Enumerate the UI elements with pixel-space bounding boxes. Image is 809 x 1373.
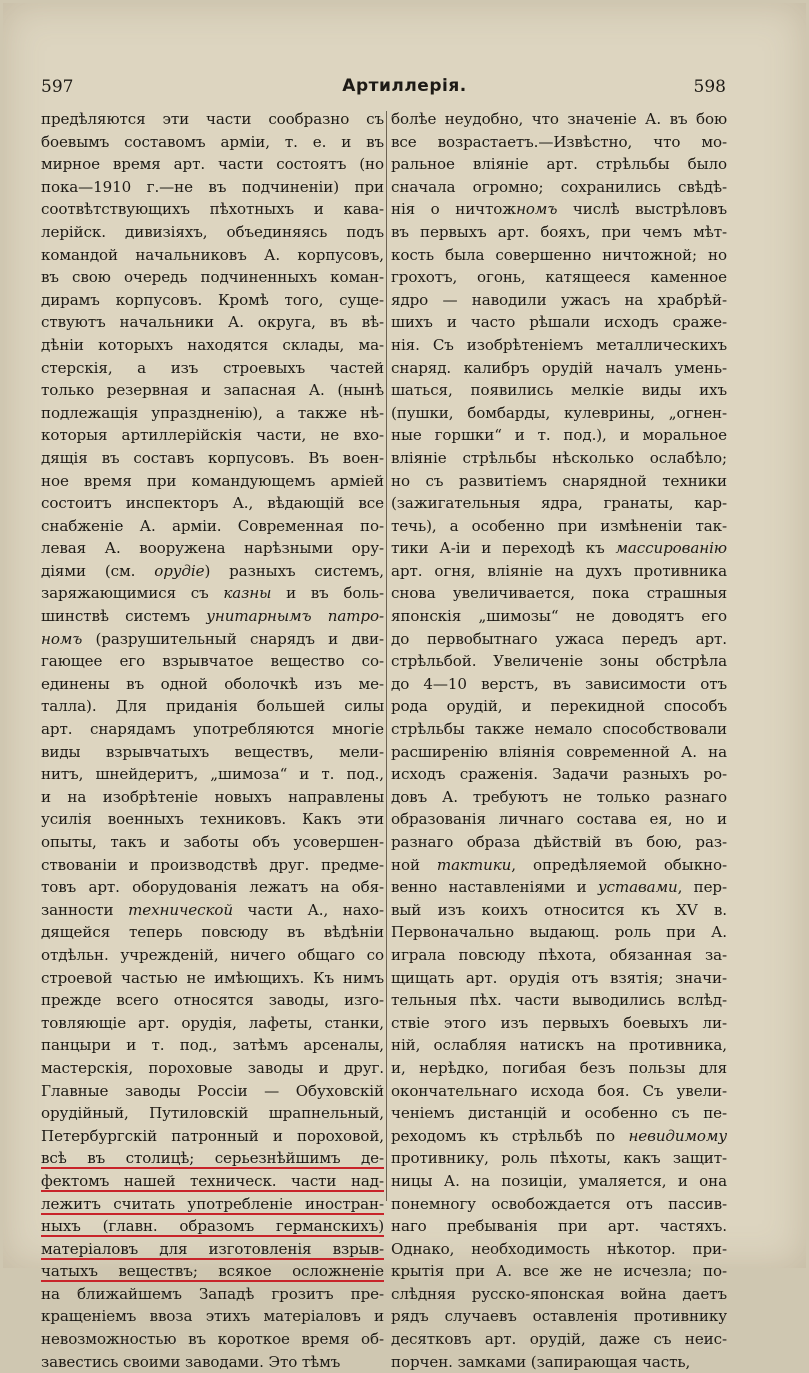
text-line: подлежащія упраздненію), а также нѣ- (41, 403, 384, 422)
column-divider (386, 111, 387, 1201)
text-line: Однако, необходимость нѣкотор. при- (391, 1239, 727, 1258)
text-line: стерскія, а изъ строевыхъ частей (41, 358, 384, 377)
text-line: шинствѣ системъ унитарнымъ патро- (41, 607, 384, 626)
text-line: Петербургскій патронный и пороховой, (41, 1126, 384, 1145)
text-line: тельныя пѣх. части выводились вслѣд- (391, 991, 727, 1010)
text-line: шаться, появились мелкіе виды ихъ (391, 381, 727, 400)
text-line: исходъ сраженія. Задачи разныхъ ро- (391, 765, 727, 784)
text-line: болѣе неудобно, что значеніе А. въ бою (391, 110, 727, 128)
text-line: венно наставленіями и уставами, пер- (391, 878, 727, 897)
text-line: порчен. замками (запирающая часть, (391, 1352, 691, 1371)
text-line: нія. Съ изобрѣтеніемъ металлическихъ (391, 335, 727, 354)
text-line: слѣдняя русско-японская война даетъ (391, 1284, 727, 1303)
text-line: лерійск. дивизіяхъ, объединяясь подъ (41, 222, 384, 241)
text-line: командой начальниковъ А. корпусовъ, (41, 245, 384, 264)
text-line: ной тактики, опредѣляемой обыкно- (391, 855, 727, 874)
text-line: играла повсюду пѣхота, обязанная за- (391, 945, 727, 964)
text-line: стрѣльбы также немало способствовали (391, 720, 727, 739)
text-line: которыя артиллерійскія части, не вхо- (41, 426, 384, 445)
text-line: орудійный, Путиловскій шрапнельный, (41, 1104, 384, 1123)
text-line: и, нерѣдко, погибая безъ пользы для (391, 1058, 727, 1077)
text-line: понемногу освобождается отъ пассив- (391, 1194, 727, 1213)
text-line: дѣніи которыхъ находятся склады, ма- (41, 335, 384, 354)
text-line: ствованіи и производствѣ друг. предме- (41, 855, 384, 874)
text-line: вліяніе стрѣльбы нѣсколько ослабѣло; (391, 448, 727, 467)
text-line: усилія военныхъ техниковъ. Какъ эти (41, 810, 384, 829)
text-line: ныхъ (главн. образомъ германскихъ) (41, 1217, 384, 1236)
text-line: арт. снарядамъ употребляются многіе (41, 720, 384, 739)
text-line: мирное время арт. части состоятъ (но (41, 155, 384, 174)
text-line: вый изъ коихъ относится къ XV в. (391, 900, 727, 919)
text-line: левая А. вооружена нарѣзными ору- (41, 539, 384, 558)
text-line: снабженіе А. арміи. Современная по- (41, 516, 384, 535)
text-line: снаряд. калибръ орудій началъ умень- (391, 358, 727, 377)
text-line: пока—1910 г.—не въ подчиненіи) при (41, 177, 384, 196)
text-line: щищать арт. орудія отъ взятія; значи- (391, 968, 727, 987)
text-line: рода орудій, и перекидной способъ (391, 697, 727, 716)
text-line: стрѣльбой. Увеличеніе зоны обстрѣла (391, 652, 727, 671)
text-line: дирамъ корпусовъ. Кромѣ того, суще- (41, 290, 384, 309)
text-line: Первоначально выдающ. роль при А. (391, 923, 727, 942)
text-line: десятковъ арт. орудій, даже съ неис- (391, 1330, 727, 1349)
text-line: наго пребыванія при арт. частяхъ. (391, 1217, 727, 1236)
text-line: противнику, роль пѣхоты, какъ защит- (391, 1149, 727, 1168)
text-line: ядро — наводили ужасъ на храбрѣй- (391, 290, 727, 309)
text-line: номъ (разрушительный снарядъ и дви- (41, 629, 384, 648)
text-line: гающее его взрывчатое вещество со- (41, 652, 384, 671)
text-line: завестись своими заводами. Это тѣмъ (41, 1352, 341, 1371)
text-line: ральное вліяніе арт. стрѣльбы было (391, 155, 727, 174)
text-line: виды взрывчатыхъ веществъ, мели- (41, 742, 384, 761)
text-line: ченіемъ дистанцій и особенно съ пе- (391, 1104, 727, 1123)
text-line: ницы А. на позиціи, умаляется, и она (391, 1171, 727, 1190)
text-line: образованія личнаго состава ея, но и (391, 810, 727, 829)
text-line: крытія при А. все же не исчезла; по- (391, 1262, 727, 1281)
text-line: въ свою очередь подчиненныхъ коман- (41, 268, 384, 287)
text-line: строевой частью не имѣющихъ. Къ нимъ (41, 968, 384, 987)
page-number-left: 597 (41, 77, 74, 97)
text-line: занности технической части А., нахо- (41, 900, 384, 919)
text-line: товъ арт. оборудованія лежатъ на обя- (41, 878, 384, 897)
text-line: единены въ одной оболочкѣ изъ ме- (41, 674, 384, 693)
text-line: дящія въ составъ корпусовъ. Въ воен- (41, 448, 384, 467)
text-line: реходомъ къ стрѣльбѣ по невидимому (391, 1126, 727, 1145)
text-line: течь), а особенно при измѣненіи так- (391, 516, 727, 535)
text-line: тики А-іи и переходѣ къ массированію (391, 539, 727, 558)
text-line: матеріаловъ для изготовленія взрыв- (41, 1239, 384, 1258)
page-number-right: 598 (693, 77, 726, 97)
text-line: панцыри и т. под., затѣмъ арсеналы, (41, 1036, 384, 1055)
text-line: кращеніемъ ввоза этихъ матеріаловъ и (41, 1307, 384, 1326)
text-line: Главные заводы Россіи — Обуховскій (41, 1081, 384, 1100)
text-line: боевымъ составомъ арміи, т. е. и въ (41, 132, 384, 151)
text-line: (зажигательныя ядра, гранаты, кар- (391, 494, 727, 513)
text-line: шихъ и часто рѣшали исходъ сраже- (391, 313, 727, 332)
text-line: діями (см. орудіе) разныхъ системъ, (41, 561, 384, 580)
text-line: но съ развитіемъ снарядной техники (391, 471, 727, 490)
text-line: (пушки, бомбарды, кулеврины, „огнен- (391, 403, 727, 422)
text-line: до первобытнаго ужаса передъ арт. (391, 629, 727, 648)
text-line: мастерскія, пороховые заводы и друг. (41, 1058, 384, 1077)
text-line: въ первыхъ арт. бояхъ, при чемъ мѣт- (391, 222, 727, 241)
text-line: ній, ослабляя натискъ на противника, (391, 1036, 727, 1055)
text-line: товляющіе арт. орудія, лафеты, станки, (41, 1013, 384, 1032)
text-line: только резервная и запасная А. (нынѣ (41, 381, 384, 400)
text-line: все возрастаетъ.—Извѣстно, что мо- (391, 132, 727, 151)
text-line: дящейся теперь повсюду въ вѣдѣніи (41, 923, 384, 942)
text-line: состоитъ инспекторъ А., вѣдающій все (41, 494, 384, 513)
text-line: чатыхъ веществъ; всякое осложненіе (41, 1262, 384, 1281)
text-line: довъ А. требуютъ не только разнаго (391, 787, 727, 806)
left-column (41, 108, 384, 1373)
text-line: расширенію вліянія современной А. на (391, 742, 727, 761)
text-line: ное время при командующемъ арміей (41, 471, 384, 490)
text-line: рядъ случаевъ оставленія противнику (391, 1307, 727, 1326)
text-line: кость была совершенно ничтожной; но (391, 245, 727, 264)
text-line: ствіе этого изъ первыхъ боевыхъ ли- (391, 1013, 727, 1032)
text-line: арт. огня, вліяніе на духъ противника (391, 561, 727, 580)
running-title: Артиллерія. (342, 76, 467, 96)
text-line: отдѣльн. учрежденій, ничего общаго со (41, 945, 384, 964)
text-line: предѣляются эти части сообразно съ (41, 110, 384, 128)
text-line: невозможностью въ короткое время об- (41, 1330, 384, 1349)
text-line: окончательнаго исхода боя. Съ увели- (391, 1081, 727, 1100)
text-line: грохотъ, огонь, катящееся каменное (391, 268, 727, 287)
text-line: заряжающимися съ казны и въ боль- (41, 584, 384, 603)
text-line: лежитъ считать употребленіе иностран- (41, 1194, 384, 1213)
right-column (391, 108, 727, 1373)
text-line: снова увеличивается, пока страшныя (391, 584, 727, 603)
text-line: до 4—10 верстъ, въ зависимости отъ (391, 674, 727, 693)
text-line: сначала огромно; сохранились свѣдѣ- (391, 177, 727, 196)
text-line: всѣ въ столицѣ; серьезнѣйшимъ де- (41, 1149, 384, 1168)
page-header (3, 73, 806, 103)
text-line: японскія „шимозы“ не доводятъ его (391, 607, 727, 626)
text-line: опыты, такъ и заботы объ усовершен- (41, 833, 384, 851)
text-line: на ближайшемъ Западѣ грозитъ пре- (41, 1284, 384, 1303)
text-line: соотвѣтствующихъ пѣхотныхъ и кава- (41, 200, 384, 219)
text-line: фектомъ нашей техническ. части над- (41, 1171, 384, 1190)
text-line: прежде всего относятся заводы, изго- (41, 991, 384, 1010)
book-page (3, 3, 806, 1371)
text-line: нія о ничтожномъ числѣ выстрѣловъ (391, 200, 727, 219)
text-line: ствуютъ начальники А. округа, въ вѣ- (41, 313, 384, 332)
text-line: разнаго образа дѣйствій въ бою, раз- (391, 833, 727, 851)
text-line: и на изобрѣтеніе новыхъ направлены (41, 787, 384, 806)
text-line: ные горшки“ и т. под.), и моральное (391, 426, 727, 445)
text-line: талла). Для приданія большей силы (41, 697, 384, 716)
text-line: нитъ, шнейдеритъ, „шимоза“ и т. под., (41, 765, 384, 784)
